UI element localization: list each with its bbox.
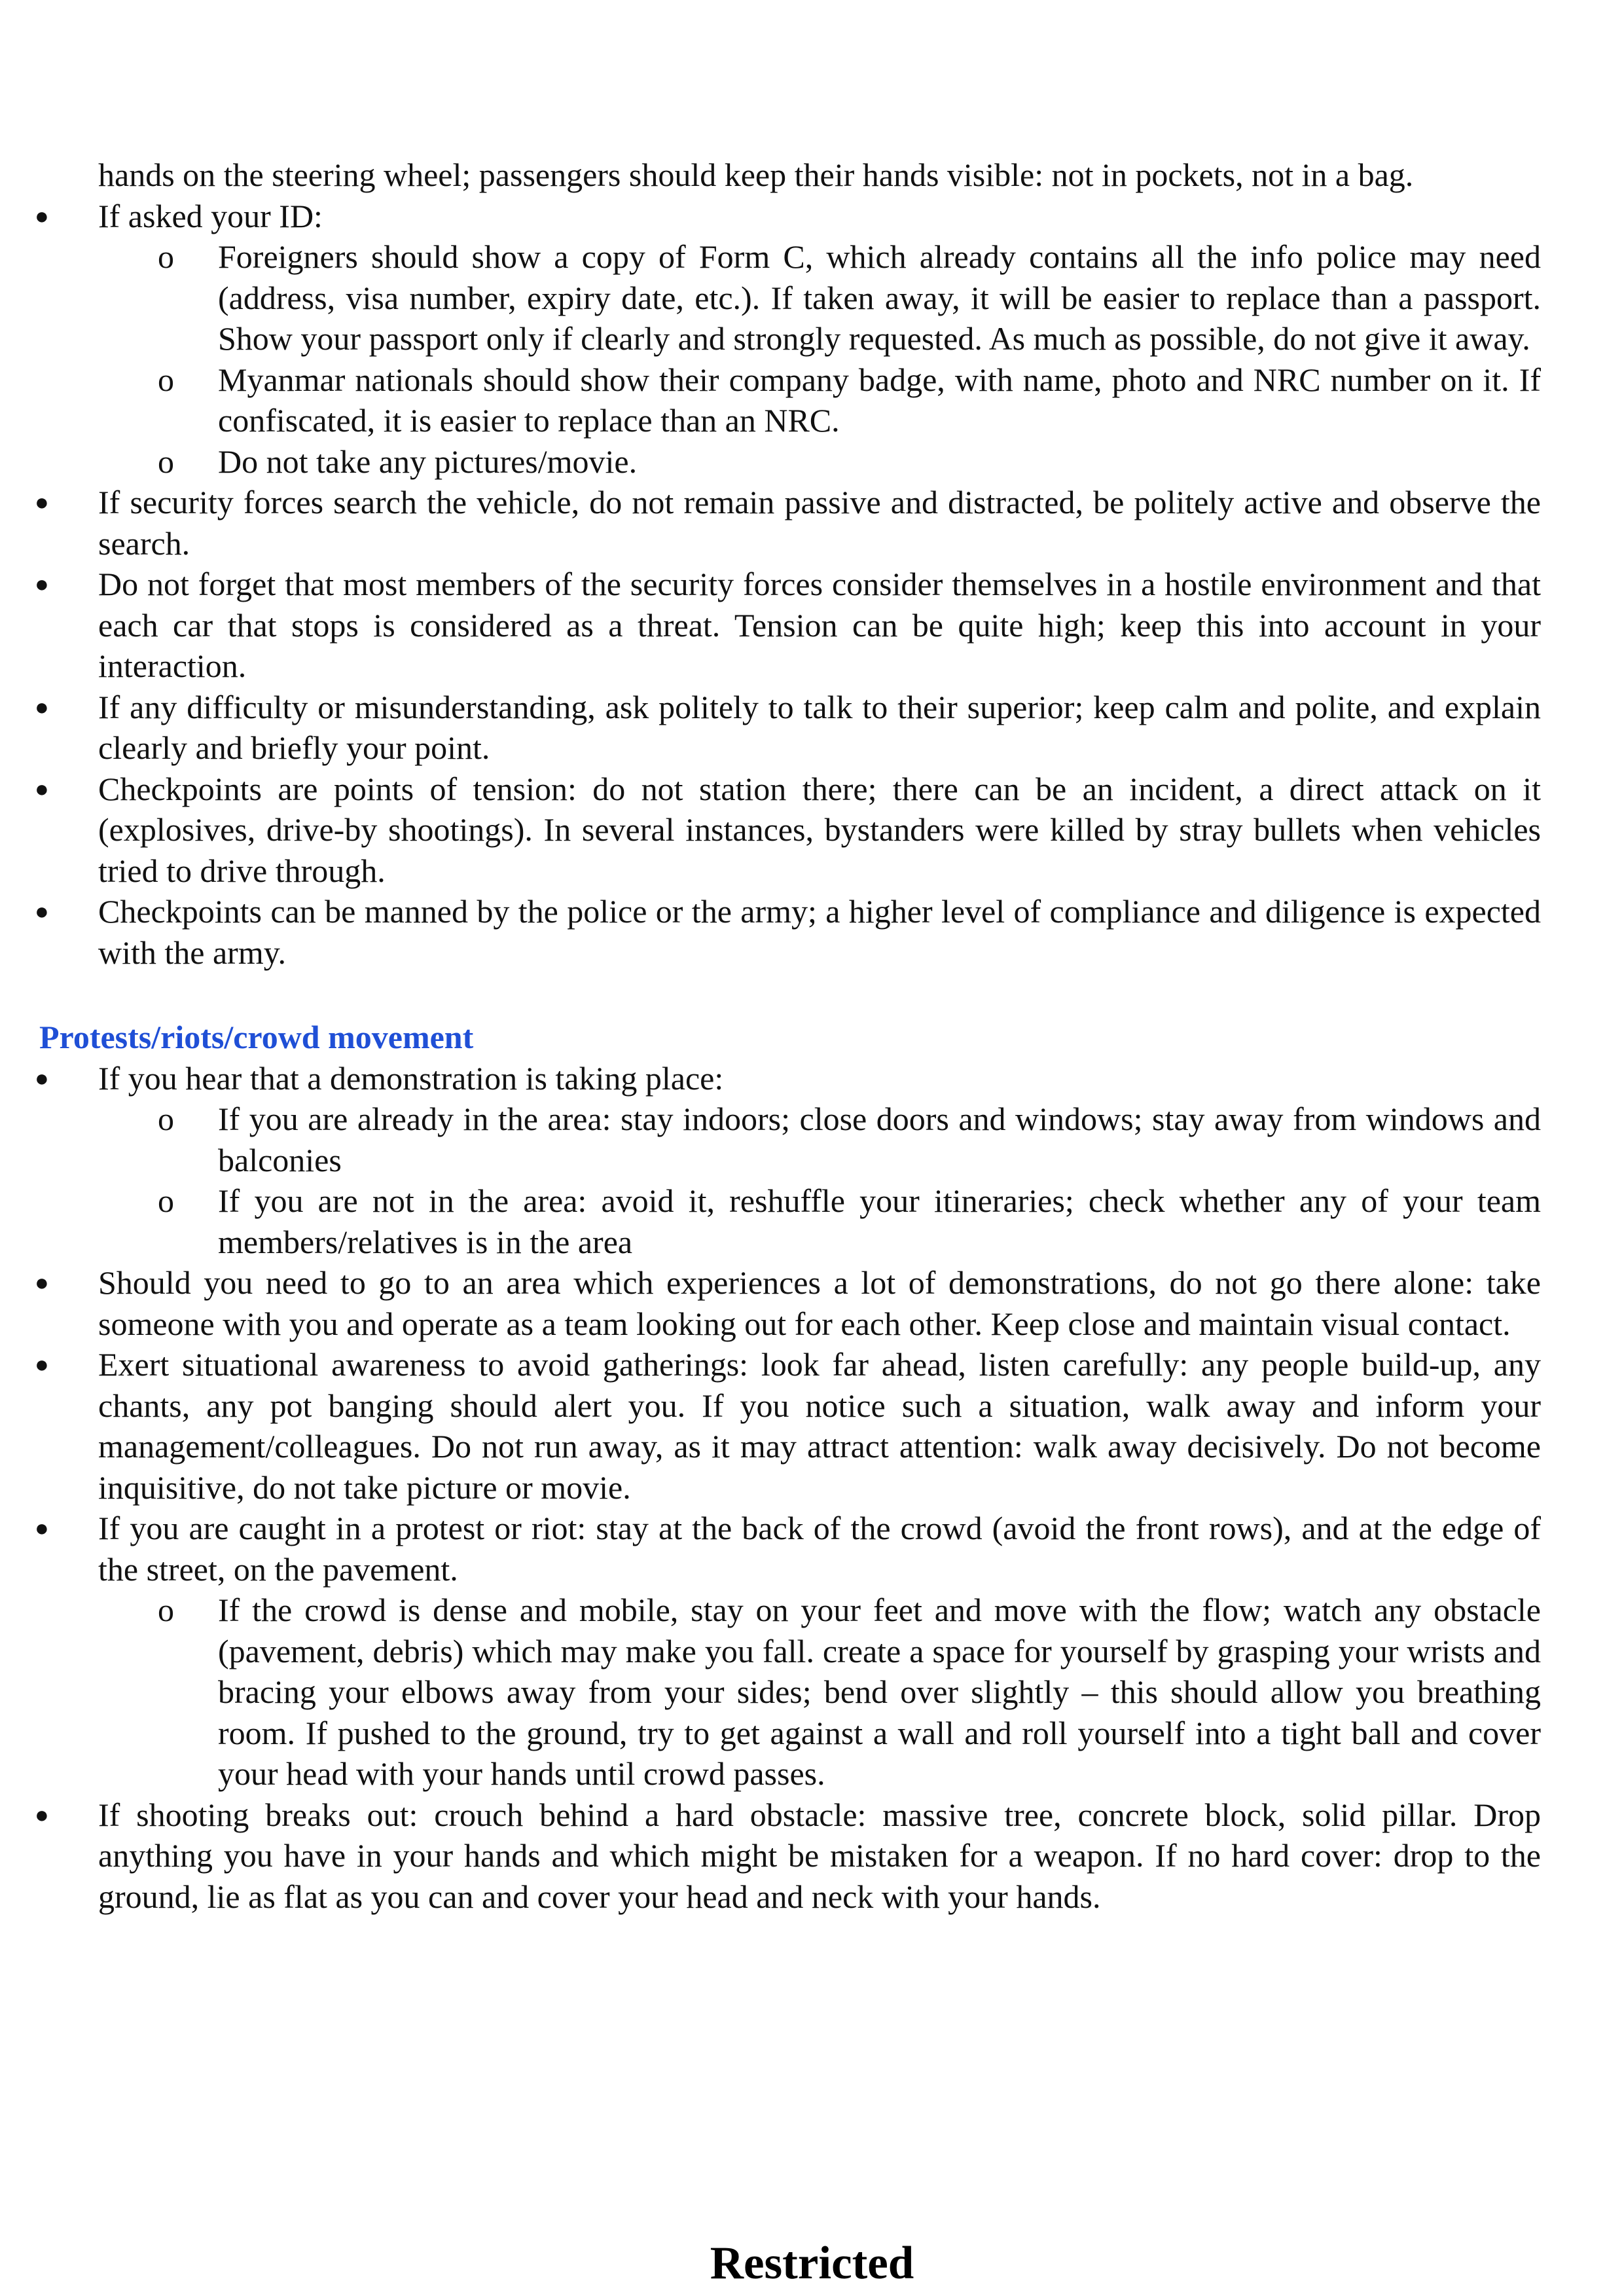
list-item <box>35 1795 1541 1918</box>
sub-bullet-icon: o <box>158 443 174 480</box>
sub-list-item <box>158 441 1541 483</box>
list-item-text: If any difficulty or misunderstanding, ask politely to talk to their superior; keep calm and polite, and explain clearly and briefly your point. <box>98 688 1541 766</box>
bullet-icon: ● <box>35 1269 49 1296</box>
list-item-text: Checkpoints are points of tension: do not station there; there can be an incident, a direct attack on it (explosives, drive-by shootings). In several instances, bystanders were killed by stray bullets when vehicles tried to drive through. <box>98 770 1541 889</box>
list-item <box>35 1262 1541 1344</box>
bullet-icon: ● <box>35 898 49 924</box>
list-item <box>35 769 1541 892</box>
checkpoint-list <box>0 196 1624 974</box>
protest-list <box>0 1058 1624 1918</box>
sub-list-item <box>158 359 1541 441</box>
sub-list-item-text: Myanmar nationals should show their company badge, with name, photo and NRC number on it. If confiscated, it is easier to replace than an NRC. <box>218 361 1541 439</box>
list-item-text: If you hear that a demonstration is taking place: <box>98 1059 724 1097</box>
list-item-text: If you are caught in a protest or riot: stay at the back of the crowd (avoid the front rows), and at the edge of the street, on the pavement. <box>98 1510 1541 1588</box>
list-item-text: If security forces search the vehicle, do not remain passive and distracted, be politely active and observe the search. <box>98 484 1541 562</box>
bullet-icon: ● <box>35 489 49 515</box>
sub-list-item <box>158 236 1541 359</box>
list-item <box>35 482 1541 564</box>
sub-bullet-icon: o <box>158 361 174 398</box>
sub-bullet-icon: o <box>158 1592 174 1628</box>
sub-bullet-icon: o <box>158 1182 174 1219</box>
list-item-text: Exert situational awareness to avoid gatherings: look far ahead, listen carefully: any people build-up, any chants, any pot banging should alert you. If you notice such a situation, walk away and inform your management/colleagues. Do not run away, as it may attract attention: walk away decisively. Do not become inquisitive, do not take picture or movie. <box>98 1346 1541 1506</box>
bullet-icon: ● <box>35 1065 49 1091</box>
list-item <box>35 891 1541 973</box>
list-item <box>35 196 1541 237</box>
list-item-text: Should you need to go to an area which experiences a lot of demonstrations, do not go there alone: take someone with you and operate as a team looking out for each other. Keep close and maintain visual contact. <box>98 1264 1541 1342</box>
sub-bullet-icon: o <box>158 238 174 275</box>
list-item-text: If shooting breaks out: crouch behind a hard obstacle: massive tree, concrete block, solid pillar. Drop anything you have in your hands and which might be mistaken for a weapon. If no hard cover: drop to the ground, lie as flat as you can and cover your head and neck with your hands. <box>98 1796 1541 1915</box>
bullet-icon: ● <box>35 693 49 720</box>
sub-list-item <box>158 1590 1541 1795</box>
list-item <box>35 1344 1541 1508</box>
list-item-text: If asked your ID: <box>98 197 323 234</box>
sub-list-item-text: If you are already in the area: stay indoors; close doors and windows; stay away from windows and balconies <box>218 1101 1541 1178</box>
list-item-text: Do not forget that most members of the security forces consider themselves in a hostile environment and that each car that stops is considered as a threat. Tension can be quite high; keep this into account in your interaction. <box>98 566 1541 684</box>
bullet-icon: ● <box>35 775 49 802</box>
sub-list-item-text: Do not take any pictures/movie. <box>218 443 638 480</box>
list-item <box>35 1058 1541 1099</box>
list-item <box>35 564 1541 687</box>
bullet-icon: ● <box>35 1351 49 1377</box>
page-content <box>0 155 1624 1917</box>
bullet-icon: ● <box>35 1515 49 1541</box>
sub-list-item-text: If the crowd is dense and mobile, stay on your feet and move with the flow; watch any obstacle (pavement, debris) which may make you fall. create a space for yourself by grasping your wrists and bracing your elbows away from your sides; bend over slightly – this should allow you breathing room. If pushed to the ground, try to get against a wall and roll yourself into a tight ball and cover your head with your hands until crowd passes. <box>218 1592 1541 1792</box>
bullet-icon: ● <box>35 571 49 597</box>
sub-bullet-icon: o <box>158 1101 174 1137</box>
continued-paragraph: hands on the steering wheel; passengers should keep their hands visible: not in pockets, not in a bag. <box>98 156 1414 193</box>
sub-list-item <box>158 1099 1541 1180</box>
bullet-icon: ● <box>35 1801 49 1828</box>
sub-list-item-text: If you are not in the area: avoid it, reshuffle your itineraries; check whether any of your team members/relatives is in the area <box>218 1182 1541 1260</box>
sub-list-item-text: Foreigners should show a copy of Form C, which already contains all the info police may need (address, visa number, expiry date, etc.). If taken away, it will be easier to replace than a passport. Show your passport only if clearly and strongly requested. As much as possible, do not give it away. <box>218 238 1541 357</box>
section-heading: Protests/riots/crowd movement <box>39 1019 474 1055</box>
classification-footer: Restricted <box>710 2238 914 2289</box>
list-item <box>35 687 1541 769</box>
bullet-icon: ● <box>35 202 49 229</box>
sub-list-item <box>158 1180 1541 1262</box>
list-item-text: Checkpoints can be manned by the police or the army; a higher level of compliance and diligence is expected with the army. <box>98 893 1541 971</box>
list-item <box>35 1508 1541 1590</box>
